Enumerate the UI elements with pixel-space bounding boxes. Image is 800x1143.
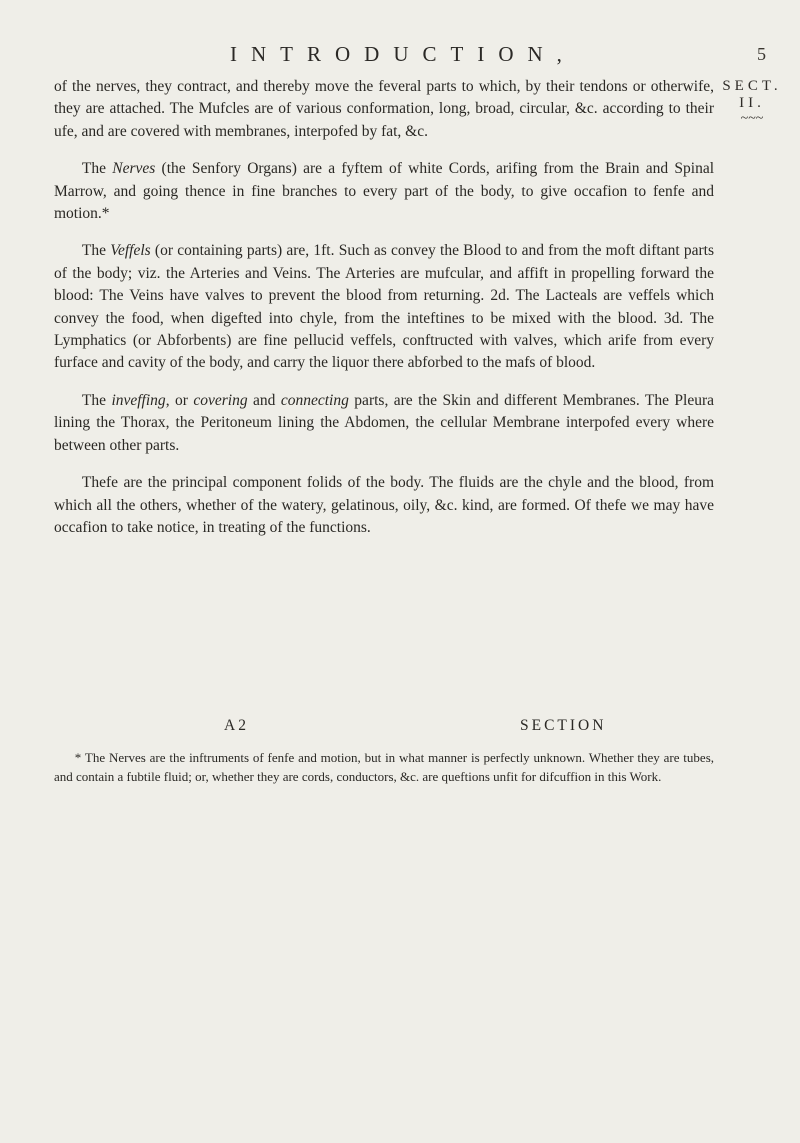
ornament-icon: ~~~ — [740, 111, 764, 126]
catchword: SECTION — [520, 717, 607, 734]
footnote: * The Nerves are the inftruments of fenfe and motion, but in what manner is perfectly unknown. Whether they are tubes, and contain a fubtile fluid; or, whether they are cords, conductors, &c. are queftions unfit for difcuffion in this Work. — [54, 750, 714, 784]
body-text — [54, 76, 714, 554]
paragraph-investing — [54, 390, 714, 457]
signature-mark: A 2 — [224, 717, 246, 734]
term-investing: inveffing — [111, 391, 166, 409]
term-vessels: Veffels — [110, 242, 151, 260]
term-connecting: connecting — [280, 391, 349, 409]
term-covering: covering — [193, 391, 248, 409]
paragraph-muscles: of the nerves, they contract, and thereby move the feveral parts to which, by their tendons or otherwife, they are attached. The Mufcles are of various conformation, long, broad, circular, &c. according to their ufe, and are covered with membranes, interpofed by fat, &c. — [54, 78, 714, 140]
text-run: The — [81, 160, 113, 178]
running-head: INTRODUCTION, — [230, 42, 576, 66]
paragraph-vessels — [54, 240, 714, 374]
text-run: (the Senfory Organs) are a fyftem of white Cords, arifing from the Brain and Spinal Marrow, and going thence in fine branches to every part of the body, to give occafion to fenfe and motion.* — [54, 160, 715, 223]
text-run: (or containing parts) are, 1ft. Such as convey the Blood to and from the moft diftant parts of the body; viz. the Arteries and Veins. The Arteries are mufcular, and affift in propelling forward the blood: The Veins have valves to prevent the blood from returning. 2d. The Lacteals are veffels which convey the food, when digefted into chyle, from the inteftines to be mixed with the blood. 3d. The Lymphatics (or Abforbents) are fine pellucid veffels, conftructed with valves, which arife from every furface and cavity of the body, and carry the liquor there abforbed to the mafs of blood. — [54, 242, 714, 372]
page-number: 5 — [757, 44, 766, 64]
text-run: , or — [165, 391, 194, 409]
term-nerves: Nerves — [112, 160, 156, 178]
text-run: parts, are the Skin and different Membranes. The Pleura lining the Thorax, the Peritoneum lining the Abdomen, the cellular Membrane interpofed every where between other parts. — [54, 391, 714, 454]
text-run: and — [247, 391, 281, 409]
paragraph-nerves — [54, 158, 714, 225]
text-run: The — [81, 242, 111, 260]
margin-sect-label: SECT. — [722, 78, 782, 94]
paragraph-fluids: Thefe are the principal component folids of the body. The fluids are the chyle and the blood, from which all the others, whether of the watery, gelatinous, oily, &c. kind, are formed. Of thefe we may have occafion to take notice, in treating of the functions. — [54, 474, 714, 536]
text-run: The — [81, 391, 112, 409]
margin-section-note — [712, 78, 792, 127]
margin-sect-number: II. — [739, 95, 765, 111]
